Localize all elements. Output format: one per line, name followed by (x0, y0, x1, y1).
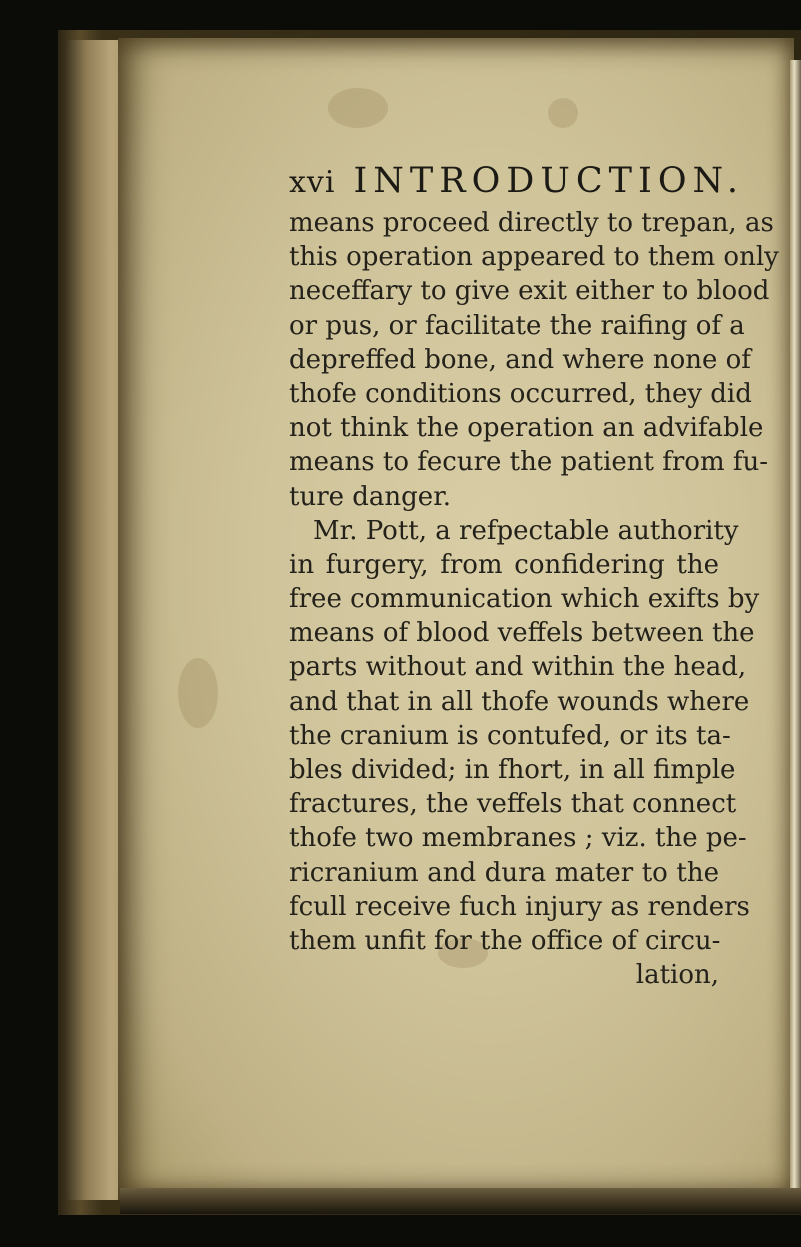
page-bottom-edge (120, 1188, 801, 1214)
paper-stain (548, 98, 578, 128)
paper-stain (328, 88, 388, 128)
text-line: ricranium and dura mater to the (289, 857, 719, 888)
text-line: means proceed directly to trepan, as (289, 208, 774, 238)
text-line: and that in all thofe wounds where (289, 686, 750, 717)
text-line: them unfit for the office of circu- (289, 925, 721, 956)
text-line: free communication which exifts by (289, 584, 760, 615)
page-number: xvi (289, 165, 336, 200)
page-header (289, 161, 745, 207)
text-line: neceffary to give exit either to blood (289, 276, 770, 307)
text-line: means to fecure the patient from fu- (289, 447, 769, 478)
running-title: INTRODUCTION. (353, 161, 745, 201)
text-line: means of blood veffels between the (289, 618, 755, 649)
text-line: this operation appeared to them only (289, 242, 779, 273)
text-line: parts without and within the head, (289, 652, 747, 683)
text-line: fcull receive fuch injury as renders (289, 891, 750, 922)
page-fore-edge (790, 60, 801, 1200)
text-line: in furgery, from confidering the (289, 549, 719, 580)
text-line: the cranium is contufed, or its ta- (289, 720, 731, 751)
text-line: not think the operation an advifable (289, 413, 764, 444)
text-line: thofe two membranes ; viz. the pe- (289, 823, 747, 854)
body-text (289, 206, 779, 992)
text-line: fractures, the veffels that connect (289, 789, 737, 820)
text-line: or pus, or facilitate the raifing of a (289, 310, 745, 341)
paper-stain (178, 658, 218, 728)
paragraph-start-line: Mr. Pott, a refpectable authority (313, 515, 739, 546)
text-line: thofe conditions occurred, they did (289, 378, 752, 409)
catchword-line: lation, (635, 960, 719, 991)
text-line: depreffed bone, and where none of (289, 344, 751, 375)
text-line: bles divided; in fhort, in all fimple (289, 755, 736, 785)
text-line: ture danger. (289, 481, 452, 512)
